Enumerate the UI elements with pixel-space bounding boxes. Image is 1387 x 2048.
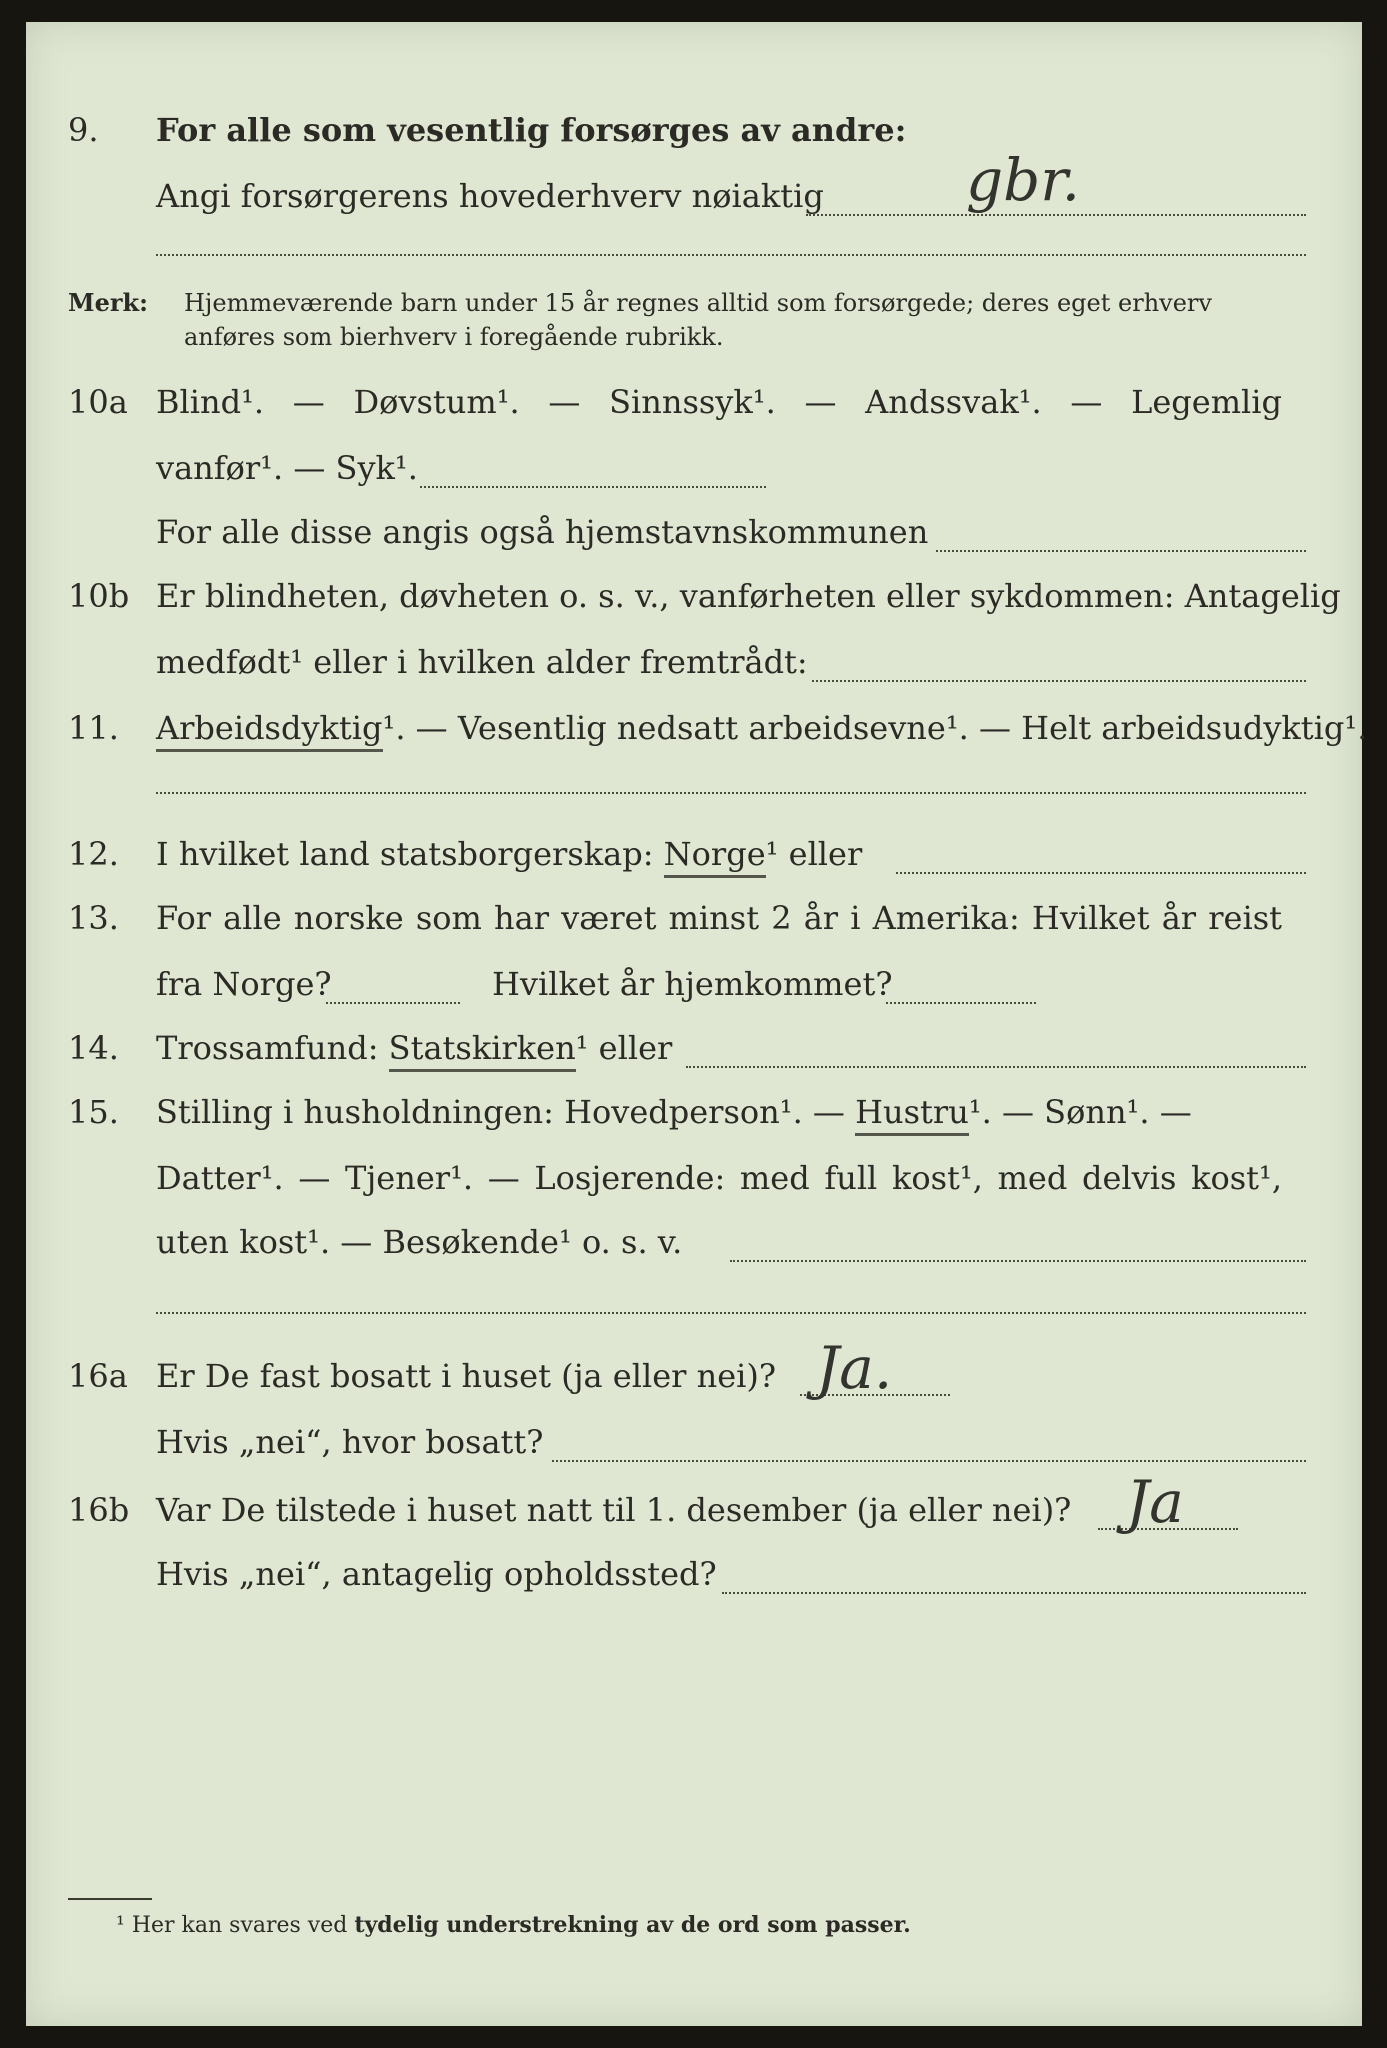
q10a-number: 10a: [68, 383, 128, 421]
q13-left-question: fra Norge?: [156, 965, 332, 1003]
q14-suffix: ¹ eller: [575, 1029, 673, 1067]
q9-number: 9.: [68, 111, 99, 149]
q15-extra-line[interactable]: [156, 1312, 1306, 1314]
q11-row: [26, 700, 1368, 756]
q14-prefix: Trossamfund:: [156, 1029, 379, 1067]
q10b-row-2: [26, 634, 1362, 690]
q15-options-start: Stilling i husholdningen: Hovedperson¹. —: [156, 1093, 845, 1131]
q12-row: [26, 826, 1362, 882]
q16b-question: Var De tilstede i huset natt til 1. desember (ja eller nei)?: [156, 1491, 1072, 1529]
q15-answer-line[interactable]: [730, 1260, 1306, 1262]
q11-options: [156, 700, 1367, 756]
q16a-handwritten-answer: Ja.: [816, 1334, 893, 1402]
q14-answer-line[interactable]: [686, 1066, 1306, 1068]
q10a-hometown-question: For alle disse angis også hjemstavnskommunen: [156, 513, 929, 551]
q10a-row: [26, 374, 1362, 430]
q12-answer-line[interactable]: [896, 872, 1306, 874]
q15-number: 15.: [68, 1093, 119, 1131]
q9-extra-line[interactable]: [156, 254, 1306, 256]
q16b-row: [26, 1468, 1362, 1538]
q15-options-2: Datter¹. — Tjener¹. — Losjerende: med full kost¹, med delvis kost¹,: [156, 1159, 1282, 1197]
q10a-options-2: vanfør¹. — Syk¹.: [156, 449, 418, 487]
q12-question: [156, 826, 862, 882]
q13-number: 13.: [68, 899, 119, 937]
q13-row: [26, 890, 1362, 946]
q10b-answer-line[interactable]: [812, 680, 1306, 682]
q10b-question-2: medfødt¹ eller i hvilken alder fremtrådt:: [156, 643, 808, 681]
q12-underlined-choice[interactable]: Norge: [664, 835, 766, 878]
q11-number: 11.: [68, 709, 119, 747]
q10b-row: [26, 568, 1362, 624]
q15-row: [26, 1084, 1362, 1140]
q12-prefix: I hvilket land statsborgerskap:: [156, 835, 654, 873]
q9-heading: For alle som vesentlig forsørges av andre:: [156, 111, 907, 149]
q9-handwritten-answer: gbr.: [966, 146, 1081, 214]
q10a-hometown-line[interactable]: [936, 550, 1306, 552]
q10b-number: 10b: [68, 577, 130, 615]
footnote-rule: [68, 1898, 152, 1900]
q9-question: Angi forsørgerens hovederhverv nøiaktig: [156, 177, 824, 215]
q13-right-answer-line[interactable]: [886, 1002, 1036, 1004]
merk-text-1: Hjemmeværende barn under 15 år regnes alltid som forsørgede; deres eget erhverv: [184, 289, 1212, 317]
q11-options-rest: ¹. — Vesentlig nedsatt arbeidsevne¹. — Helt arbeidsudyktig¹.: [382, 709, 1368, 747]
q10a-row-2: [26, 440, 1362, 496]
q16a-row: [26, 1334, 1362, 1404]
merk-text-2: anføres som bierhverv i foregående rubrikk.: [184, 323, 724, 351]
q15-options-3: uten kost¹. — Besøkende¹ o. s. v.: [156, 1223, 683, 1261]
q16a-followup: Hvis „nei“, hvor bosatt?: [156, 1423, 544, 1461]
q16b-handwritten-answer: Ja: [1126, 1468, 1184, 1536]
q15-row-3: [26, 1214, 1362, 1270]
q14-row: [26, 1020, 1362, 1076]
q15-row-2: [26, 1150, 1362, 1206]
q9-answer-line[interactable]: [806, 214, 1306, 216]
q16b-row-2: [26, 1546, 1362, 1602]
footnote: [116, 1910, 911, 1941]
q13-right-question: Hvilket år hjemkommet?: [492, 965, 893, 1003]
q16a-row-2: [26, 1414, 1362, 1470]
q13-left-answer-line[interactable]: [326, 1002, 460, 1004]
q16a-number: 16a: [68, 1357, 128, 1395]
q15-options-end: ¹. — Sønn¹. —: [968, 1093, 1192, 1131]
q9-row-2: [26, 146, 1362, 224]
q10a-options: Blind¹. — Døvstum¹. — Sinnssyk¹. — Andssvak¹. — Legemlig: [156, 383, 1282, 421]
q10a-answer-line[interactable]: [420, 486, 766, 488]
q10a-row-3: [26, 504, 1362, 560]
q16b-followup: Hvis „nei“, antagelig opholdssted?: [156, 1555, 717, 1593]
census-form-page: [26, 22, 1368, 2026]
q14-underlined-choice[interactable]: Statskirken: [389, 1029, 576, 1072]
q15-underlined-choice[interactable]: Hustru: [855, 1093, 969, 1136]
q12-suffix: ¹ eller: [765, 835, 863, 873]
q11-extra-line[interactable]: [156, 792, 1306, 794]
q10b-question: Er blindheten, døvheten o. s. v., vanførheten eller sykdommen: Antagelig: [156, 577, 1341, 615]
q11-underlined-choice[interactable]: Arbeidsdyktig: [156, 709, 383, 752]
q9-row: [26, 102, 1362, 158]
footnote-text-b: tydelig understrekning av de ord som passer.: [354, 1912, 911, 1938]
q16b-followup-line[interactable]: [722, 1592, 1306, 1594]
q14-question: [156, 1020, 672, 1076]
q13-row-2: [26, 956, 1362, 1012]
q12-number: 12.: [68, 835, 119, 873]
footnote-text-a: Her kan svares ved: [131, 1913, 348, 1938]
footnote-mark: ¹: [116, 1913, 125, 1938]
q15-options: [156, 1084, 1192, 1140]
merk-label: Merk:: [68, 288, 148, 317]
q16a-question: Er De fast bosatt i huset (ja eller nei)?: [156, 1357, 777, 1395]
q14-number: 14.: [68, 1029, 119, 1067]
q16a-followup-line[interactable]: [552, 1460, 1306, 1462]
q16b-number: 16b: [68, 1491, 130, 1529]
q13-question: For alle norske som har været minst 2 år i Amerika: Hvilket år reist: [156, 899, 1282, 937]
